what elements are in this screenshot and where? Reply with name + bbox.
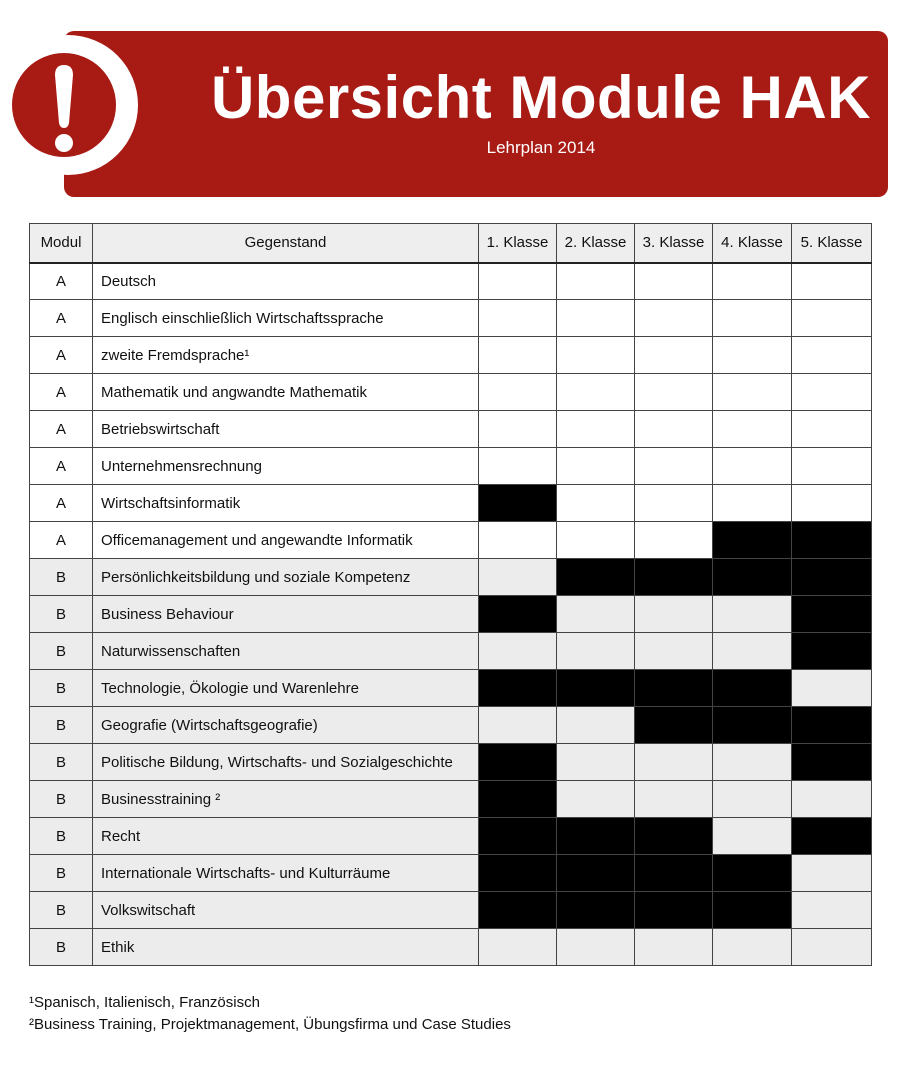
klasse-cell	[557, 929, 635, 966]
klasse-cell-marked	[792, 522, 872, 559]
subject-cell: Recht	[93, 818, 479, 855]
modul-cell: A	[30, 337, 93, 374]
klasse-cell	[635, 596, 713, 633]
subject-cell: Betriebswirtschaft	[93, 411, 479, 448]
column-header-klasse-4: 4. Klasse	[713, 224, 792, 263]
table-row	[30, 744, 872, 781]
klasse-cell	[479, 522, 557, 559]
klasse-cell	[635, 300, 713, 337]
klasse-cell-marked	[635, 559, 713, 596]
klasse-cell	[635, 448, 713, 485]
klasse-cell	[713, 337, 792, 374]
klasse-cell-marked	[635, 670, 713, 707]
subject-cell: Politische Bildung, Wirtschafts- und Sozialgeschichte	[93, 744, 479, 781]
klasse-cell-marked	[479, 892, 557, 929]
table-row	[30, 337, 872, 374]
klasse-cell	[557, 448, 635, 485]
modul-cell: B	[30, 744, 93, 781]
klasse-cell-marked	[479, 596, 557, 633]
table-row	[30, 781, 872, 818]
modul-cell: B	[30, 596, 93, 633]
klasse-cell-marked	[479, 744, 557, 781]
klasse-cell	[792, 485, 872, 522]
klasse-cell	[557, 263, 635, 300]
modul-cell: A	[30, 485, 93, 522]
table-row	[30, 596, 872, 633]
modul-cell: B	[30, 818, 93, 855]
klasse-cell-marked	[713, 892, 792, 929]
table-row	[30, 892, 872, 929]
modul-cell: A	[30, 374, 93, 411]
table-body	[30, 263, 872, 966]
subject-cell: Businesstraining ²	[93, 781, 479, 818]
klasse-cell	[557, 522, 635, 559]
klasse-cell	[479, 559, 557, 596]
page-subtitle: Lehrplan 2014	[486, 138, 596, 157]
modul-cell: B	[30, 781, 93, 818]
subject-cell: Officemanagement und angewandte Informatik	[93, 522, 479, 559]
klasse-cell	[635, 374, 713, 411]
subject-cell: Business Behaviour	[93, 596, 479, 633]
subject-cell: Deutsch	[93, 263, 479, 300]
subject-cell: Englisch einschließlich Wirtschaftssprache	[93, 300, 479, 337]
klasse-cell	[479, 300, 557, 337]
klasse-cell-marked	[713, 670, 792, 707]
table-row	[30, 559, 872, 596]
klasse-cell-marked	[635, 855, 713, 892]
klasse-cell-marked	[479, 818, 557, 855]
klasse-cell	[557, 485, 635, 522]
modul-cell: B	[30, 892, 93, 929]
table-row	[30, 485, 872, 522]
klasse-cell	[479, 337, 557, 374]
subject-cell: Wirtschaftsinformatik	[93, 485, 479, 522]
table-row	[30, 818, 872, 855]
exclamation-circle-icon	[0, 35, 140, 175]
klasse-cell	[635, 411, 713, 448]
klasse-cell	[635, 485, 713, 522]
column-header-klasse-3: 3. Klasse	[635, 224, 713, 263]
klasse-cell	[635, 744, 713, 781]
subject-cell: Volkswitschaft	[93, 892, 479, 929]
column-header-gegenstand: Gegenstand	[93, 224, 479, 263]
klasse-cell	[557, 337, 635, 374]
klasse-cell-marked	[792, 707, 872, 744]
table-row	[30, 670, 872, 707]
klasse-cell	[635, 522, 713, 559]
klasse-cell	[713, 744, 792, 781]
klasse-cell-marked	[713, 855, 792, 892]
modul-cell: A	[30, 411, 93, 448]
table-row	[30, 855, 872, 892]
klasse-cell-marked	[479, 781, 557, 818]
klasse-cell	[713, 781, 792, 818]
klasse-cell	[557, 744, 635, 781]
klasse-cell	[792, 855, 872, 892]
klasse-cell	[479, 707, 557, 744]
klasse-cell	[792, 929, 872, 966]
modul-cell: B	[30, 670, 93, 707]
klasse-cell-marked	[557, 892, 635, 929]
subject-cell: Persönlichkeitsbildung und soziale Kompetenz	[93, 559, 479, 596]
klasse-cell-marked	[557, 818, 635, 855]
klasse-cell	[792, 337, 872, 374]
subject-cell: Internationale Wirtschafts- und Kulturräume	[93, 855, 479, 892]
modul-cell: A	[30, 300, 93, 337]
klasse-cell	[713, 411, 792, 448]
subject-cell: Geografie (Wirtschaftsgeografie)	[93, 707, 479, 744]
subject-cell: Mathematik und angwandte Mathematik	[93, 374, 479, 411]
modul-cell: A	[30, 448, 93, 485]
klasse-cell	[713, 263, 792, 300]
subject-cell: zweite Fremdsprache¹	[93, 337, 479, 374]
klasse-cell-marked	[792, 633, 872, 670]
klasse-cell	[479, 374, 557, 411]
klasse-cell	[792, 300, 872, 337]
klasse-cell	[792, 448, 872, 485]
footnote-1: ¹Spanisch, Italienisch, Französisch	[29, 994, 260, 1011]
klasse-cell	[713, 818, 792, 855]
column-header-klasse-2: 2. Klasse	[557, 224, 635, 263]
klasse-cell	[792, 781, 872, 818]
klasse-cell-marked	[713, 559, 792, 596]
klasse-cell	[792, 263, 872, 300]
page-title: Übersicht Module HAK	[210, 64, 872, 131]
modul-cell: B	[30, 855, 93, 892]
klasse-cell-marked	[713, 522, 792, 559]
klasse-cell	[557, 707, 635, 744]
subject-cell: Naturwissenschaften	[93, 633, 479, 670]
table-header-row	[30, 224, 872, 263]
klasse-cell-marked	[479, 670, 557, 707]
klasse-cell	[635, 781, 713, 818]
column-header-modul: Modul	[30, 224, 93, 263]
klasse-cell	[479, 448, 557, 485]
klasse-cell	[557, 633, 635, 670]
column-header-klasse-1: 1. Klasse	[479, 224, 557, 263]
table-row	[30, 522, 872, 559]
column-header-klasse-5: 5. Klasse	[792, 224, 872, 263]
klasse-cell	[557, 411, 635, 448]
klasse-cell-marked	[792, 559, 872, 596]
klasse-cell-marked	[557, 559, 635, 596]
klasse-cell	[479, 929, 557, 966]
klasse-cell-marked	[713, 707, 792, 744]
modul-cell: B	[30, 707, 93, 744]
klasse-cell-marked	[479, 855, 557, 892]
klasse-cell	[557, 596, 635, 633]
klasse-cell	[713, 596, 792, 633]
klasse-cell-marked	[557, 855, 635, 892]
subject-cell: Ethik	[93, 929, 479, 966]
table-row	[30, 633, 872, 670]
header-banner	[64, 31, 888, 197]
klasse-cell-marked	[479, 485, 557, 522]
klasse-cell-marked	[635, 892, 713, 929]
modul-cell: B	[30, 633, 93, 670]
klasse-cell-marked	[792, 596, 872, 633]
modul-cell: A	[30, 263, 93, 300]
klasse-cell	[792, 411, 872, 448]
footnote-2: ²Business Training, Projektmanagement, Übungsfirma und Case Studies	[29, 1016, 511, 1033]
klasse-cell	[713, 300, 792, 337]
subject-cell: Unternehmensrechnung	[93, 448, 479, 485]
modul-cell: A	[30, 522, 93, 559]
klasse-cell	[713, 448, 792, 485]
klasse-cell	[713, 633, 792, 670]
klasse-cell	[557, 300, 635, 337]
klasse-cell-marked	[792, 818, 872, 855]
module-table	[29, 223, 872, 966]
klasse-cell	[635, 633, 713, 670]
klasse-cell	[713, 374, 792, 411]
subject-cell: Technologie, Ökologie und Warenlehre	[93, 670, 479, 707]
klasse-cell-marked	[635, 818, 713, 855]
klasse-cell	[792, 892, 872, 929]
table-row	[30, 263, 872, 300]
klasse-cell	[792, 670, 872, 707]
modul-cell: B	[30, 559, 93, 596]
klasse-cell	[557, 781, 635, 818]
klasse-cell	[479, 411, 557, 448]
klasse-cell	[713, 929, 792, 966]
klasse-cell	[635, 263, 713, 300]
table-row	[30, 448, 872, 485]
klasse-cell	[479, 263, 557, 300]
klasse-cell	[713, 485, 792, 522]
klasse-cell-marked	[635, 707, 713, 744]
klasse-cell-marked	[792, 744, 872, 781]
klasse-cell	[479, 633, 557, 670]
table-row	[30, 707, 872, 744]
table-row	[30, 411, 872, 448]
klasse-cell	[557, 374, 635, 411]
modul-cell: B	[30, 929, 93, 966]
table-row	[30, 929, 872, 966]
klasse-cell	[635, 337, 713, 374]
klasse-cell-marked	[557, 670, 635, 707]
table-row	[30, 300, 872, 337]
footnotes	[29, 992, 511, 1036]
klasse-cell	[792, 374, 872, 411]
klasse-cell	[635, 929, 713, 966]
table-row	[30, 374, 872, 411]
